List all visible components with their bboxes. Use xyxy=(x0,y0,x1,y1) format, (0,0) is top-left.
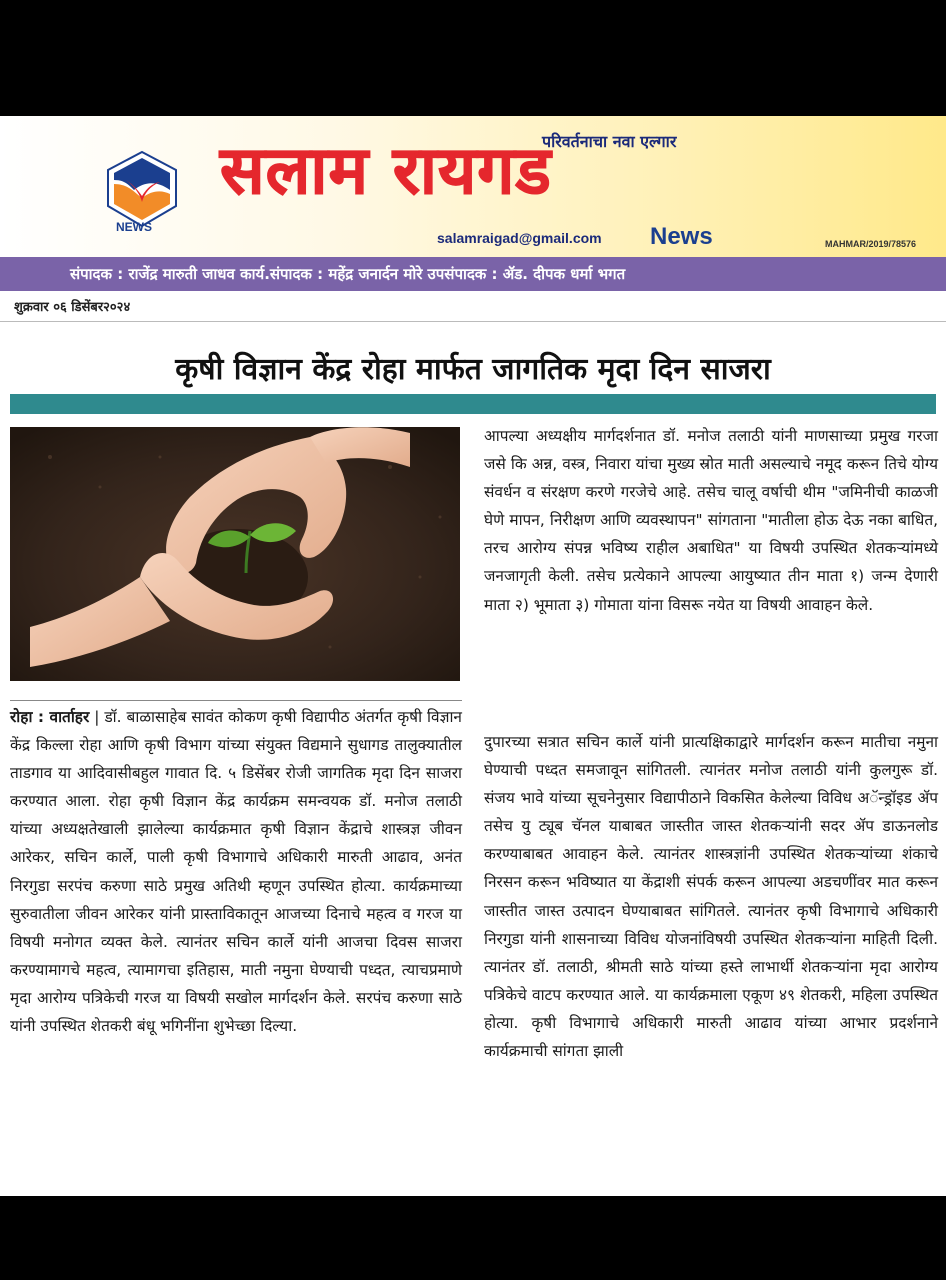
contact-email: salamraigad@gmail.com xyxy=(437,230,602,246)
article-headline: कृषी विज्ञान केंद्र रोहा मार्फत जागतिक मृदा दिन साजरा xyxy=(175,352,771,387)
article-column-right-bottom: दुपारच्या सत्रात सचिन कार्ले यांनी प्रात्यक्षिकाद्वारे मार्गदर्शन करून मातीचा नमुना घेण्याची पध्दत समजावून सांगितली. त्यानंतर मनोज तलाठी यांनी कुलगुरू डॉ. संजय भावे यांच्या सूचनेनुसार विद्यापीठाने विकसित केलेल्या विविध अॅन्ड्रॉइड ॲप तसेच यु ट्यूब चॅनल याबाबत जास्तीत जास्त शेतकऱ्यांनी सदर ॲप डाऊनलोड करण्याबाबत आवाहन केले. त्यानंतर शास्त्रज्ञांनी उपस्थित शेतकऱ्यांच्या शंकाचे निरसन करून भविष्यात या केंद्राशी संपर्क करून आपल्या अडचणींवर मात करून जास्तीत जास्त उत्पादन घेण्याबाबत सांगितले. त्यानंतर कृषी विभागाचे अधिकारी निरगुडा यांनी शासनाच्या विविध योजनांविषयी उपस्थित शेतकऱ्यांना माहिती दिली. त्यानंतर डॉ. तलाठी, श्रीमती साठे यांच्या हस्ते लाभार्थी शेतकऱ्यांना मृदा आरोग्य पत्रिकेचे वाटप करण्यात आले. या कार्यक्रमाला एकूण ४९ शेतकरी, महिला उपस्थित होत्या. कृषी विभागाचे अधिकारी मारुती आढाव यांच्या आभार प्रदर्शनाने कार्यक्रमाची सांगता झाली xyxy=(484,733,939,1061)
byline: रोहा : वार्ताहर xyxy=(10,708,90,726)
masthead xyxy=(0,116,946,257)
issue-date: शुक्रवार ०६ डिसेंबर२०२४ xyxy=(14,300,131,315)
news-wordmark: News xyxy=(650,223,713,250)
column-divider xyxy=(10,700,462,701)
newspaper-page xyxy=(0,116,946,1196)
hands-seedling-photo xyxy=(10,427,460,681)
article-text-left: | डॉ. बाळासाहेब सावंत कोकण कृषी विद्यापीठ अंतर्गत कृषी विज्ञान केंद्र किल्ला रोहा आणि कृषी विभाग यांच्या संयुक्त विद्यमाने सुधागड तालुक्यातील ताडगाव या आदिवासीबहुल गावात दि. ५ डिसेंबर रोजी जागतिक मृदा दिन साजरा करण्यात आला. रोहा कृषी विज्ञान केंद्र कार्यक्रम समन्वयक डॉ. मनोज तलाठी यांच्या अध्यक्षतेखाली झालेल्या कार्यक्रमात कृषी विज्ञान केंद्राचे शास्त्रज्ञ जीवन आरेकर, सचिन कार्ले, पाली कृषी विभागाचे अधिकारी मारुती आढाव, अनंत निरगुडा सरपंच करुणा साठे प्रमुख अतिथी म्हणून उपस्थित होत्या. कार्यक्रमाच्या सुरुवातीला जीवन आरेकर यांनी प्रास्ताविकातून आजच्या दिनाचे महत्व व गरज या विषयी मनोगत व्यक्त केले. त्यानंतर सचिन कार्ले यांनी आजचा दिवस साजरा करण्यामागचे महत्व, त्यामागचा इतिहास, माती नमुना घेण्याची पध्दत, त्याचप्रमाणे मृदा आरोग्य पत्रिकेची गरज या विषयी सखोल मार्गदर्शन केले. सरपंच करुणा साठे यांनी उपस्थित शेतकरी बंधू भगिनींना शुभेच्छा दिल्या. xyxy=(10,708,462,1036)
brand-title: सलाम रायगड xyxy=(220,132,552,209)
editors-bar: संपादक : राजेंद्र मारुती जाधव कार्य.संपादक : महेंद्र जनार्दन मोरे उपसंपादक : ॲड. दीपक धर्मा भगत xyxy=(0,257,946,291)
date-bar xyxy=(0,291,946,322)
logo-label: NEWS xyxy=(116,220,152,234)
news-logo-icon xyxy=(104,150,180,230)
article-column-right-top: आपल्या अध्यक्षीय मार्गदर्शनात डॉ. मनोज तलाठी यांनी माणसाच्या प्रमुख गरजा जसे कि अन्न, वस्त्र, निवारा यांचा मुख्य स्रोत माती असल्याचे नमूद करून तिचे योग्य संवर्धन व संरक्षण करणे गरजेचे आहे. तसेच चालू वर्षाची थीम "जमिनीची काळजी घेणे मापन, निरीक्षण आणि व्यवस्थापन" सांगताना "मातीला होऊ देऊ नका बाधित, तरच आरोग्य संपन्न भविष्य राहील अबाधित" या विषयी उपस्थित शेतकऱ्यांमध्ये जनजागृती केली. तसेच प्रत्येकाने आपल्या आयुष्यात तीन माता १) जन्म देणारी माता २) भूमाता ३) गोमाता यांना विसरू नयेत या विषयी आवाहन केले. xyxy=(484,427,938,614)
tagline: परिवर्तनाचा नवा एल्गार xyxy=(542,132,677,151)
registration-number: MAHMAR/2019/78576 xyxy=(825,239,917,249)
article-column-left xyxy=(10,703,462,1040)
headline-rule xyxy=(10,394,936,414)
